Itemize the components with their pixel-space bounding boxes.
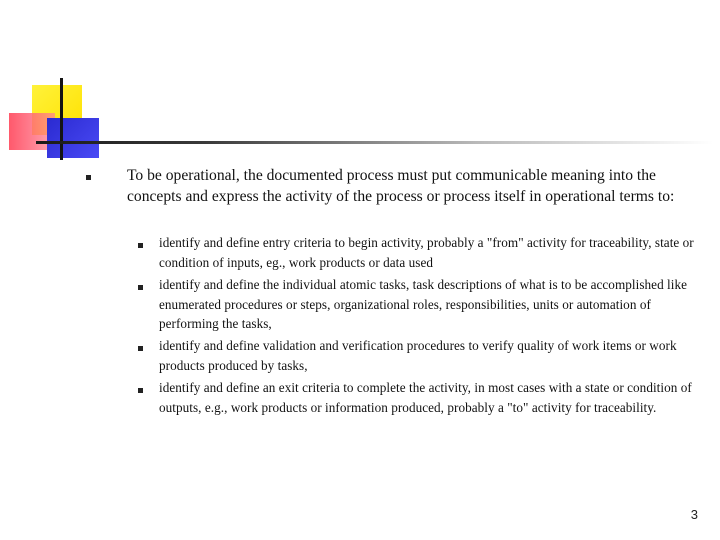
sub-bullet-exit-criteria: identify and define an exit criteria to complete the activity, in most cases with a state or condition of outputs, e.g., work products or information produced, probably a "to" activity for traceability. [159,380,692,415]
sub-bullet-entry-criteria: identify and define entry criteria to begin activity, probably a "from" activity for traceability, state or condition of inputs, eg., work products or data used [159,235,694,270]
title-decoration [0,0,720,170]
decoration-vertical-rule [60,78,63,160]
square-bullet-icon [138,243,143,248]
square-bullet-icon [138,285,143,290]
square-bullet-icon [138,388,143,393]
page-number: 3 [690,507,698,522]
sub-bullet-atomic-tasks: identify and define the individual atomic tasks, task descriptions of what is to be accomplished like enumerated procedures or steps, organizational roles, responsibilities, units or automation of performing the tasks, [159,277,688,331]
square-bullet-icon [86,175,91,180]
sub-bullet-validation: identify and define validation and verification procedures to verify quality of work items or work products produced by tasks, [159,338,677,373]
decoration-blue-square [47,118,99,158]
decoration-horizontal-rule [36,141,713,144]
square-bullet-icon [138,346,143,351]
main-bullet-text: To be operational, the documented process must put communicable meaning into the concepts and express the activity of the process or process itself in operational terms to: [127,167,675,205]
